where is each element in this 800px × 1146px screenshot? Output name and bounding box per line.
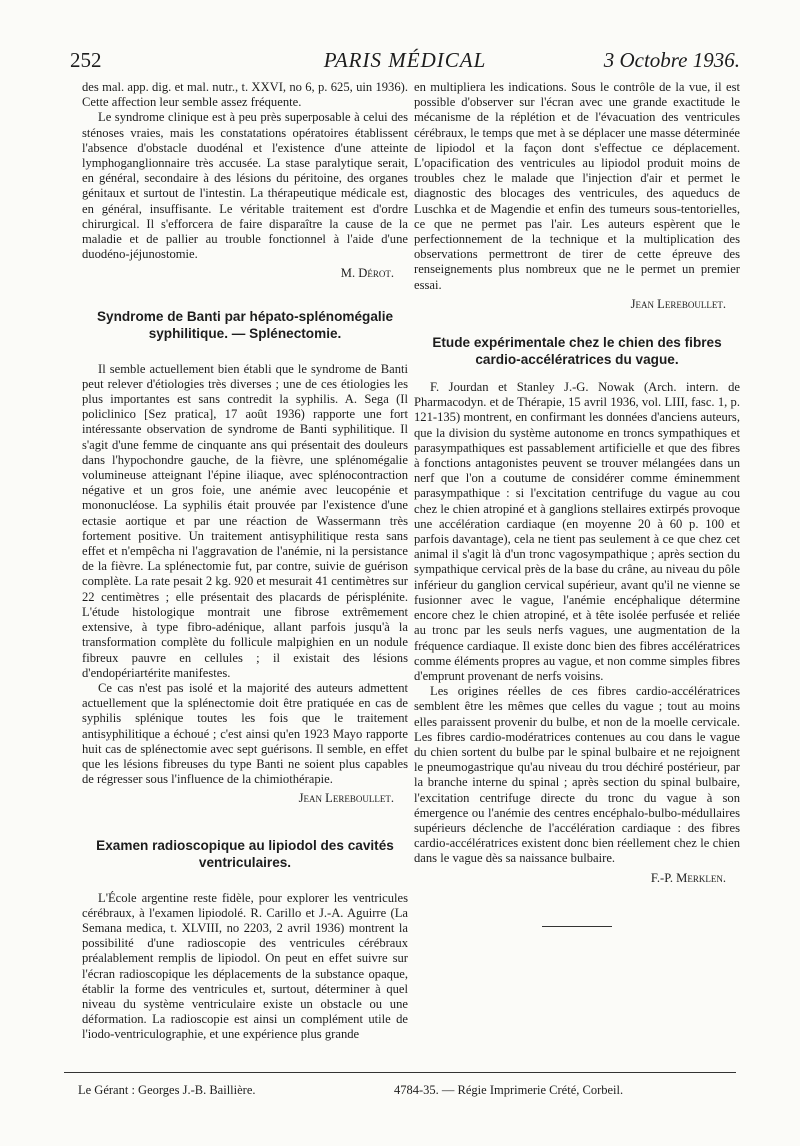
paragraph: des mal. app. dig. et mal. nutr., t. XXVI, no 6, p. 625, uin 1936). Cette affection leur semble assez fréquente.	[82, 80, 408, 110]
page-number: 252	[70, 48, 102, 72]
journal-title: PARIS MÉDICAL	[323, 48, 487, 72]
signature: M. Dérot.	[340, 266, 394, 281]
paragraph: en multipliera les indications. Sous le contrôle de la vue, il est possible d'observer sur l'écran avec une grande exactitude le mécanisme de la réplétion et de l'évacuation des ventricules cérébraux, le temps que met à se déplacer une masse déterminée de lipiodol et la façon dont s'effectue ce déplacement. L'opacification des ventricules au lipiodol produit moins de troubles chez le malade que l'injection d'air et permet le diagnostic des blocages des ventricules, des aqueducs de Luschka et de Magendie et enfin des tumeurs sous-tentorielles, ce que ne permet pas l'air. Les auteurs espèrent que le perfectionnement de la technique et la multiplication des observations permettront de tirer de cette épreuve des renseignements plus nombreux que ne le permet un premier essai.	[414, 80, 740, 292]
paragraph: Le syndrome clinique est à peu près superposable à celui des sténoses vraies, mais les constatations opératoires établissent l'absence d'obstacle duodénal et l'existence d'une atteinte lymphoganglionnaire très accusée. La stase paralytique serait, en général, secondaire à des lésions du péritoine, des organes génitaux et surtout de l'intestin. La thérapeutique médicale est, en général, insuffisante. Le véritable traitement est d'ordre chirurgical. Il s'efforcera de faire disparaître la cause de la maladie et de pallier au trouble fonctionnel à l'aide d'une duodéno-jéjunostomie.	[82, 110, 408, 262]
footer-publisher: Le Gérant : Georges J.-B. Baillière.	[78, 1083, 256, 1097]
section-title: Etude expérimentale chez le chien des fibres cardio-accélératrices du vague.	[432, 335, 722, 368]
section-title: Syndrome de Banti par hépato-splénomégalie syphilitique. — Splénectomie.	[96, 308, 394, 341]
signature: Jean Lereboullet.	[630, 296, 726, 311]
paragraph: Ce cas n'est pas isolé et la majorité des auteurs admettent actuellement que la splénectomie doit être pratiquée en cas de syphilis splénique toutes les fois que le traitement antisyphilitique a échoué ; c'est ainsi qu'en 1923 Mayo rapporte huit cas de splénectomie avec sept guérisons. Il semble, en effet que les lésions fibreuses du type Banti ne soient plus capables de régresser sous l'influence de la chimiothérapie.	[82, 680, 408, 787]
signature: F.-P. Merklen.	[650, 870, 726, 885]
page-footer	[64, 1072, 736, 1113]
paragraph: Les origines réelles de ces fibres cardio-accélératrices semblent être les mêmes que celles du vague ; tout au moins elles paraissent provenir du bulbe, et non de la moelle cervicale. Les fibres cardio-modératrices contenues au cou dans le vague du chien sortent du bulbe par le spinal bulbaire et ne rejoignent le pneumogastrique qu'au niveau du trou déchiré postérieur, par la branche interne du spinal ; après section du spinal bulbaire, l'excitation centrifuge directe du tronc du vague à son émergence ou l'anémie des centres encéphalo-bulbo-médullaires supérieurs déclenche de l'accélération cardiaque : des fibres cardio-accélératrices existent donc bien réellement chez le chien dans le vague dès sa naissance bulbaire.	[414, 684, 740, 866]
signature: Jean Lereboullet.	[298, 791, 394, 806]
page-header	[70, 46, 740, 80]
divider	[542, 926, 612, 927]
issue-date: 3 Octobre 1936.	[603, 48, 740, 72]
footer-printer: 4784-35. — Régie Imprimerie Crété, Corbeil.	[394, 1083, 624, 1097]
paragraph: L'École argentine reste fidèle, pour explorer les ventricules cérébraux, à l'examen lipiodolé. R. Carillo et J.-A. Aguirre (La Semana medica, t. XLVIII, no 2203, 2 avril 1936) montrent la possibilité d'une radioscopie des ventricules cérébraux préalablement remplis de lipiodol. On peut en effet suivre sur l'écran radioscopique les déplacements de la substance opaque, établir la forme des ventricules et, surtout, déterminer à quel niveau du système ventriculaire existe un obstacle ou une déformation. La radioscopie est ainsi un complément utile de l'iodo-ventriculographie, et une expérience plus grande	[82, 890, 408, 1042]
paragraph: F. Jourdan et Stanley J.-G. Nowak (Arch. intern. de Pharmacodyn. et de Thérapie, 15 avril 1936, vol. LIII, fasc. 1, p. 121-135) montrent, en confirmant les données d'anciens auteurs, que la division du système autonome en troncs sympathiques et parasympathiques est passablement artificielle et que des fibres à fonctions antagonistes peuvent se trouver mélangées dans un nerf que l'on a coutume de considérer comme éminemment parasympathique : si l'excitation centrifuge du vague au cou chez le chien atropiné et à ganglions stellaires extirpés provoque une accélération cardiaque (en moyenne 20 à 60 p. 100 et parfois davantage), cela ne tient pas seulement à ce que chez cet animal il s'agit là d'un tronc vagosympathique ; après section du sympathique cervical près de la base du crâne, au niveau du pôle inférieur du ganglion cervical supérieur, avant qu'il ne vienne se fusionner avec le vague, l'anémie encéphalique détermine encore chez le chien atropiné, et à tête isolée perfusée et reliée au tronc par les seuls nerfs vagues, une augmentation de la fréquence cardiaque. Il existe donc bien des fibres accélératrices comme éléments propres au vague, et non comme simples fibres d'emprunt provenant de nerfs voisins.	[414, 380, 740, 683]
left-column	[82, 80, 408, 1043]
paragraph: Il semble actuellement bien établi que le syndrome de Banti peut relever d'étiologies très diverses ; une de ces étiologies les plus importantes est sans contredit la syphilis. A. Sega (Il policlinico [Sez pratica], 17 août 1936) rapporte une fort intéressante observation de syndrome de Banti syphilitique. Il s'agit d'une femme de cinquante ans qui présentait des douleurs dans l'hypochondre gauche, de la fièvre, une splénomégalie volumineuse atteignant l'épine iliaque, avec splénocontraction négative et un gros foie, une anémie avec leucopénie et mononucléose. La syphilis était prouvée par l'existence d'une ectasie aortique et par une réaction de Wassermann très fortement positive. Un traitement antisyphilitique resta sans effet et n'empêcha ni l'aggravation de l'anémie, ni la persistance de la fièvre. La splénectomie fut, par contre, suivie de guérison complète. La rate pesait 2 kg. 920 et mesurait 41 centimètres sur 22 centimètres ; elle présentait des placards de périsplénite. L'étude histologique montrait une fibrose extrêmement extensive, à type fibro-adénique, allant parfois jusqu'à la transformation complète du follicule malpighien en un nodule fibreux pauvre en cellules ; il existait des lésions d'endopériartérite manifestes.	[82, 361, 408, 680]
section-title: Examen radioscopique au lipiodol des cavités ventriculaires.	[96, 837, 394, 870]
right-column	[414, 80, 740, 927]
